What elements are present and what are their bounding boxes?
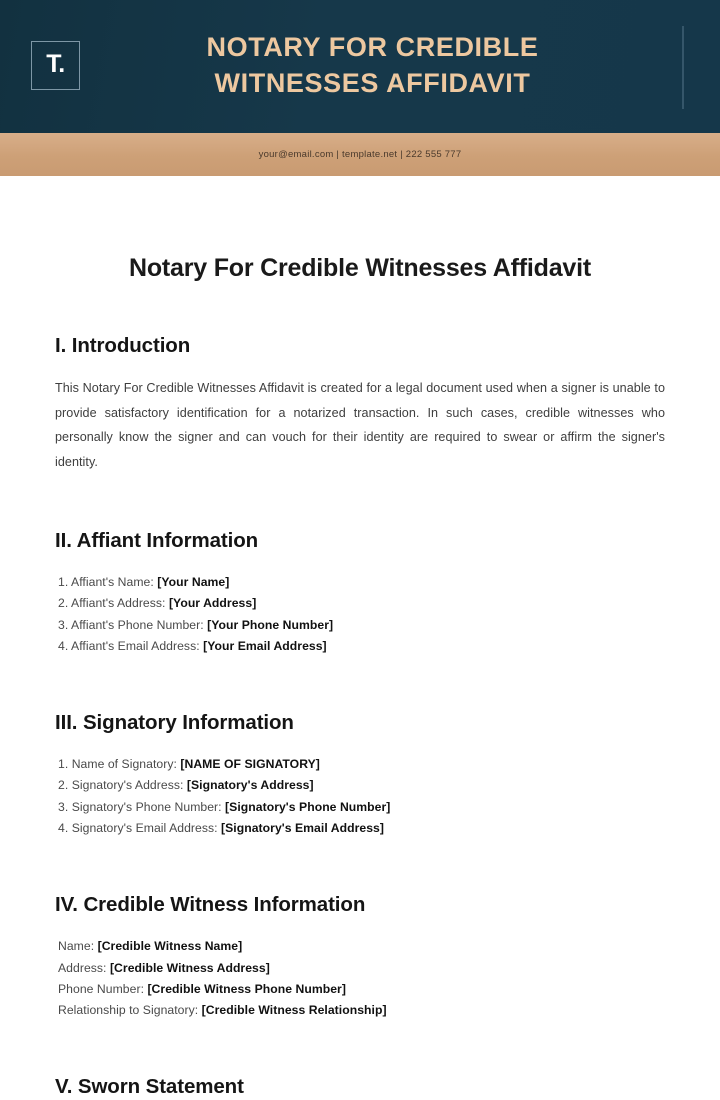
header-title xyxy=(120,29,625,101)
section-introduction xyxy=(55,333,665,474)
field-label: 2. Signatory's Address: xyxy=(58,778,184,793)
brand-logo xyxy=(31,41,80,90)
section-affiant-information xyxy=(55,528,665,657)
field-label: Name: xyxy=(58,939,95,954)
list-item xyxy=(58,797,665,818)
list-item xyxy=(58,818,665,839)
document-body xyxy=(0,176,720,1100)
list-item xyxy=(58,1000,665,1021)
field-label: Address: xyxy=(58,960,107,975)
field-placeholder[interactable]: [Credible Witness Relationship] xyxy=(201,1003,387,1018)
contact-bar xyxy=(0,133,720,176)
list-item xyxy=(58,958,665,979)
list-item xyxy=(58,572,665,593)
section-heading-introduction: I. Introduction xyxy=(55,334,191,357)
affiant-field-list xyxy=(55,572,665,657)
introduction-paragraph: This Notary For Credible Witnesses Affidavit is created for a legal document used when a signer is unable to provide satisfactory identification for a notarized transaction. In such cases, credible witnesses who personally know the signer and can vouch for their identity are required to swear or affirm the signer's identity. xyxy=(55,381,665,469)
field-label: 1. Affiant's Name: xyxy=(58,575,154,589)
field-label: 1. Name of Signatory: xyxy=(58,757,177,772)
list-item xyxy=(58,936,665,957)
list-item xyxy=(58,775,665,796)
field-placeholder[interactable]: [Credible Witness Phone Number] xyxy=(147,981,346,996)
list-item xyxy=(58,979,665,1000)
page-title: Notary For Credible Witnesses Affidavit xyxy=(129,254,591,282)
list-item xyxy=(58,593,665,614)
section-sworn-statement xyxy=(55,1074,665,1100)
field-placeholder[interactable]: [NAME OF SIGNATORY] xyxy=(180,757,320,772)
field-label: 2. Affiant's Address: xyxy=(58,596,166,611)
section-heading-credible-witness: IV. Credible Witness Information xyxy=(55,893,366,917)
section-heading-sworn-statement: V. Sworn Statement xyxy=(55,1074,244,1098)
section-heading-affiant: II. Affiant Information xyxy=(55,529,259,552)
field-placeholder[interactable]: [Credible Witness Address] xyxy=(109,960,270,975)
section-heading-signatory: III. Signatory Information xyxy=(55,711,294,735)
header-title-line-1: NOTARY FOR CREDIBLE xyxy=(206,32,539,62)
witness-field-list xyxy=(55,936,665,1021)
field-placeholder[interactable]: [Your Phone Number] xyxy=(207,617,334,632)
field-label: 4. Signatory's Email Address: xyxy=(58,821,218,836)
field-placeholder[interactable]: [Signatory's Address] xyxy=(186,778,314,793)
logo-t-icon: T. xyxy=(46,50,65,78)
field-label: 3. Signatory's Phone Number: xyxy=(58,799,222,814)
field-label: Relationship to Signatory: xyxy=(58,1003,199,1018)
header-title-line-2: WITNESSES AFFIDAVIT xyxy=(214,68,531,98)
list-item xyxy=(58,754,665,775)
section-signatory-information xyxy=(55,710,665,839)
header-accent-rule xyxy=(682,26,684,109)
field-placeholder[interactable]: [Your Name] xyxy=(157,575,230,589)
contact-info-text: your@email.com | template.net | 222 555 777 xyxy=(258,149,462,160)
field-placeholder[interactable]: [Your Email Address] xyxy=(203,638,327,653)
list-item xyxy=(58,615,665,636)
field-label: Phone Number: xyxy=(58,981,145,996)
list-item xyxy=(58,636,665,657)
field-label: 4. Affiant's Email Address: xyxy=(58,638,200,653)
field-placeholder[interactable]: [Signatory's Phone Number] xyxy=(225,799,391,814)
section-credible-witness-information xyxy=(55,892,665,1021)
field-placeholder[interactable]: [Credible Witness Name] xyxy=(97,939,243,954)
field-placeholder[interactable]: [Your Address] xyxy=(168,596,257,611)
document-header xyxy=(0,0,720,133)
signatory-field-list xyxy=(55,754,665,839)
field-placeholder[interactable]: [Signatory's Email Address] xyxy=(221,821,384,836)
field-label: 3. Affiant's Phone Number: xyxy=(58,617,204,632)
